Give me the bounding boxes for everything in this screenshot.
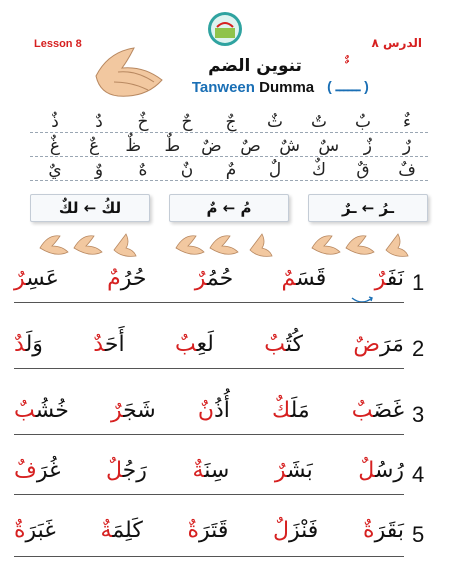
alphabet-row-3 [40, 160, 422, 180]
word: لَعِبٌ [174, 332, 214, 357]
publisher-logo [206, 10, 244, 48]
letter: طٌ [164, 136, 181, 156]
word-row-1 [14, 266, 404, 291]
praying-hands-icon [88, 42, 168, 104]
letter: ضٌ [201, 136, 222, 156]
writing-line [14, 434, 404, 435]
lesson-title-arabic: تنوين الضم [208, 56, 302, 76]
word: رُسُلٌ [358, 458, 404, 483]
word: عَسِرٌ [14, 266, 59, 291]
dumma-sign-sample: ٌ ٌ [344, 60, 350, 76]
example-box: مُ ← مٌ [169, 194, 289, 222]
hand-gesture-icons [30, 228, 428, 258]
word-row-5 [14, 518, 404, 543]
example-box: لكُ ← لكٌ [30, 194, 150, 222]
writing-line [14, 494, 404, 495]
example-boxes [30, 194, 428, 222]
letter: خٌ [137, 112, 149, 132]
word: شَجَرٌ [110, 398, 156, 423]
word-row-4 [14, 458, 404, 483]
letter: ظٌ [125, 136, 142, 156]
blank-parenthesis: ( ــــــ ) [327, 78, 369, 94]
letter: دٌ [95, 112, 103, 132]
word-row-3 [14, 398, 404, 423]
word: قَتَرَةٌ [187, 518, 229, 543]
curved-arrow-icon [350, 296, 374, 306]
letter: رٌ [402, 136, 412, 156]
word: فَنْزَلٌ [273, 518, 319, 543]
word: وَلَدٌ [14, 332, 43, 357]
word: سِنَةٌ [192, 458, 230, 483]
writing-line [14, 368, 404, 369]
letter: حٌ [181, 112, 193, 132]
alphabet-row-2 [40, 136, 422, 156]
letter: هٌ [138, 160, 148, 180]
row-number: 1 [412, 270, 425, 295]
letter: تٌ [310, 112, 327, 132]
letter: جٌ [225, 112, 237, 132]
word: حُرُمٌ [107, 266, 147, 291]
writing-line [14, 302, 404, 303]
word: رَجُلٌ [106, 458, 147, 483]
row-number: 2 [412, 336, 425, 361]
word: أَحَدٌ [93, 332, 125, 357]
letter: وٌ [94, 160, 104, 180]
word: كُتُبٌ [264, 332, 304, 357]
divider [30, 156, 428, 157]
word: غَبَرَةٌ [14, 518, 56, 543]
word: غَضَبٌ [351, 398, 404, 423]
lesson-number-ar: الدرس ٨ [371, 36, 422, 50]
letter: ثٌ [266, 112, 283, 132]
letter: زٌ [363, 136, 372, 156]
word: أُذُنٌ [197, 398, 230, 423]
letter: ذٌ [51, 112, 59, 132]
letter: مٌ [225, 160, 237, 180]
lesson-title-english [168, 79, 338, 96]
letter: كٌ [311, 160, 326, 180]
letter: شٌ [279, 136, 301, 156]
alphabet-row-1 [40, 112, 422, 132]
word: خُشُبٌ [14, 398, 69, 423]
divider [30, 180, 428, 181]
lesson-number-en: Lesson 8 [34, 38, 82, 50]
letter: عٌ [89, 136, 100, 156]
word: غُرَفٌ [14, 458, 61, 483]
word: بَشَرٌ [274, 458, 313, 483]
word: مَرَضٌ [353, 332, 404, 357]
letter: لٌ [268, 160, 282, 180]
letter: سٌ [318, 136, 340, 156]
letter: ءٌ [403, 112, 411, 132]
row-number: 4 [412, 462, 425, 487]
word: بَقَرَةٌ [363, 518, 404, 543]
letter: فٌ [398, 160, 416, 180]
word: كَلِمَةٌ [100, 518, 143, 543]
title-en-tanween: Tanween [191, 79, 255, 96]
writing-line [14, 556, 404, 557]
row-number: 5 [412, 522, 425, 547]
title-en-dumma: Dumma [259, 79, 315, 96]
letter: نٌ [180, 160, 194, 180]
word: مَلَكٌ [272, 398, 310, 423]
letter: غٌ [49, 136, 61, 156]
word: حُمُرٌ [194, 266, 234, 291]
letter: صٌ [240, 136, 261, 156]
divider [30, 132, 428, 133]
word: قَسَمٌ [281, 266, 327, 291]
example-box: ـرُ ← ـرٌ [308, 194, 428, 222]
letter: قٌ [356, 160, 370, 180]
row-number: 3 [412, 402, 425, 427]
word: نَفَرٌ [374, 266, 404, 291]
letter: يٌ [48, 160, 62, 180]
letter: بٌ [354, 112, 371, 132]
word-row-2 [14, 332, 404, 357]
